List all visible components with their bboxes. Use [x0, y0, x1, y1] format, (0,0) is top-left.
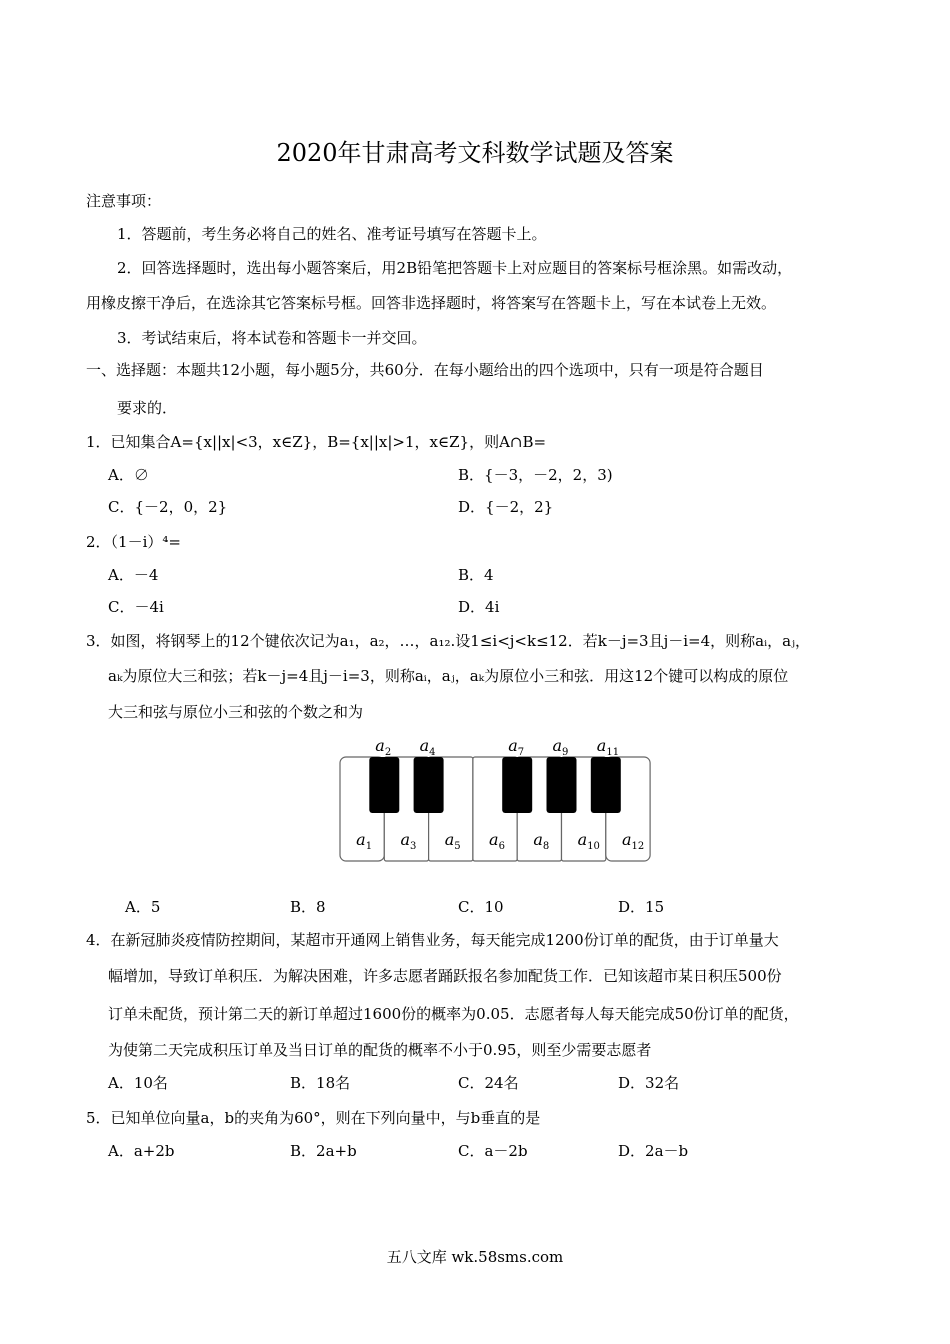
notice-heading: 注意事项：	[86, 192, 162, 210]
black-key-label: $a_9$	[552, 736, 569, 758]
question-3-stem-2: aₖ为原位大三和弦；若k－j=4且j－i=3，则称aᵢ，aⱼ，aₖ为原位小三和弦．用这12个键可以构成的原位	[108, 667, 789, 685]
notice-item-2-cont: 用橡皮擦干净后，在选涂其它答案标号框。回答非选择题时，将答案写在答题卡上，写在本试卷上无效。	[86, 294, 777, 312]
section-heading: 一、选择题：本题共12小题，每小题5分，共60分．在每小题给出的四个选项中，只有一项是符合题目	[86, 361, 764, 379]
question-4-stem-1: 4．在新冠肺炎疫情防控期间，某超市开通网上销售业务，每天能完成1200份订单的配货，由于订单量大	[86, 931, 779, 949]
page-title: 2020年甘肃高考文科数学试题及答案	[276, 139, 674, 167]
question-4-stem-4: 为使第二天完成积压订单及当日订单的配货的概率不小于0.95，则至少需要志愿者	[108, 1041, 652, 1059]
black-key-label: $a_{11}$	[596, 736, 620, 758]
question-1-option-a: A．∅	[108, 466, 149, 484]
question-2-option-a: A．－4	[108, 566, 159, 584]
question-2-option-c: C．－4i	[108, 598, 164, 616]
question-3-option-a: A．5	[125, 898, 161, 916]
black-key	[547, 757, 577, 813]
question-5-option-b: B．2a+b	[290, 1142, 357, 1160]
black-key-label: $a_7$	[508, 736, 525, 758]
black-key	[591, 757, 621, 813]
white-key-label: $a_{10}$	[577, 830, 600, 852]
notice-item-1: 1．答题前，考生务必将自己的姓名、准考证号填写在答题卡上。	[117, 225, 547, 243]
white-key-label: $a_6$	[489, 830, 505, 852]
question-5-option-a: A．a+2b	[108, 1142, 175, 1160]
question-3-option-b: B．8	[290, 898, 326, 916]
question-2-stem: 2．（1－i）⁴=	[86, 533, 181, 551]
question-4-option-a: A．10名	[108, 1074, 168, 1092]
piano-keyboard-figure	[334, 735, 656, 870]
question-2-option-d: D．4i	[458, 598, 500, 616]
black-key	[414, 757, 444, 813]
black-key-label: $a_2$	[375, 736, 392, 758]
white-key-label: $a_{12}$	[621, 830, 645, 852]
question-5-stem: 5．已知单位向量a，b的夹角为60°，则在下列向量中，与b垂直的是	[86, 1109, 541, 1127]
question-4-stem-2: 幅增加，导致订单积压．为解决困难，许多志愿者踊跃报名参加配货工作．已知该超市某日积压500份	[108, 967, 782, 985]
question-4-option-d: D．32名	[618, 1074, 680, 1092]
question-1-stem: 1．已知集合A={x||x|<3，x∈Z}，B={x||x|>1，x∈Z}，则A∩B=	[86, 433, 547, 451]
notice-item-3: 3．考试结束后，将本试卷和答题卡一并交回。	[117, 329, 427, 347]
question-5-option-d: D．2a－b	[618, 1142, 689, 1160]
question-1-option-d: D．{－2，2}	[458, 498, 554, 516]
black-key-label: $a_4$	[419, 736, 436, 758]
question-4-stem-3: 订单未配货，预计第二天的新订单超过1600份的概率为0.05．志愿者每人每天能完成50份订单的配货，	[108, 1005, 799, 1023]
white-key-label: $a_3$	[400, 830, 417, 852]
white-key-label: $a_5$	[444, 830, 461, 852]
black-key	[502, 757, 532, 813]
question-2-option-b: B．4	[458, 566, 494, 584]
question-1-option-c: C．{－2，0，2}	[108, 498, 228, 516]
white-key-label: $a_1$	[356, 830, 373, 852]
piano-svg	[334, 735, 656, 870]
footer-watermark: 五八文库 wk.58sms.com	[386, 1248, 564, 1266]
question-4-option-c: C．24名	[458, 1074, 519, 1092]
question-4-option-b: B．18名	[290, 1074, 351, 1092]
question-5-option-c: C．a－2b	[458, 1142, 528, 1160]
question-3-option-c: C．10	[458, 898, 504, 916]
question-3-stem-3: 大三和弦与原位小三和弦的个数之和为	[108, 703, 364, 721]
white-key-label: $a_8$	[533, 830, 550, 852]
notice-item-2: 2．回答选择题时，选出每小题答案后，用2B铅笔把答题卡上对应题目的答案标号框涂黑。如需改动，	[117, 259, 793, 277]
section-heading-cont: 要求的．	[117, 399, 178, 417]
question-1-option-b: B．{－3，－2，2，3)	[458, 466, 613, 484]
question-3-stem-1: 3．如图，将钢琴上的12个键依次记为a₁，a₂，…，a₁₂.设1≤i<j<k≤12．若k－j=3且j－i=4，则称aᵢ，aⱼ，	[86, 632, 811, 650]
question-3-option-d: D．15	[618, 898, 665, 916]
black-key	[369, 757, 399, 813]
